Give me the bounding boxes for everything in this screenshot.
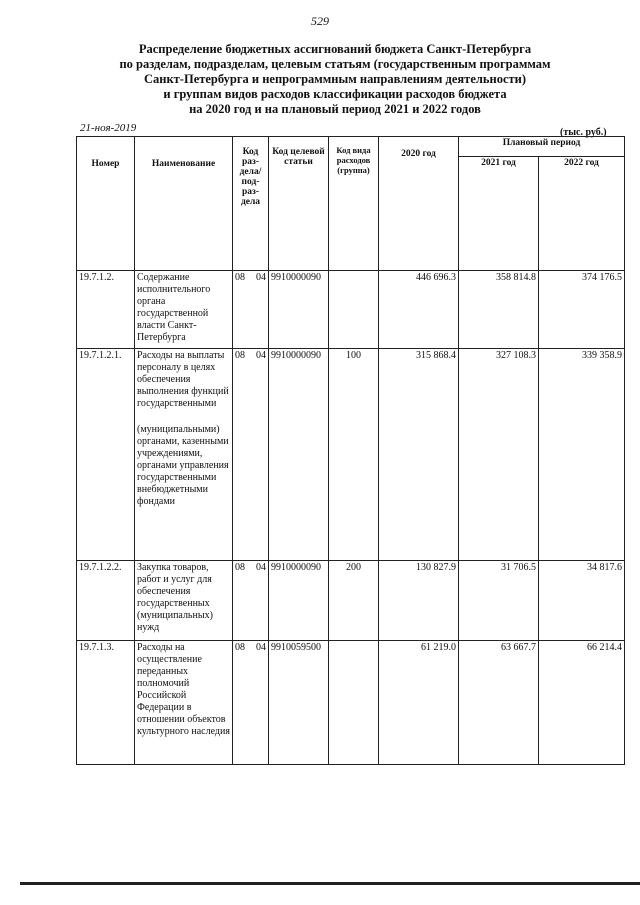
row-vid: [329, 271, 379, 349]
title-line: по разделам, подразделам, целевым статьям (государственным программам: [119, 57, 551, 71]
title-line: и группам видов расходов классификации расходов бюджета: [163, 87, 507, 101]
row-2022: 339 358.9: [539, 349, 625, 561]
row-target: 9910000090: [269, 561, 329, 641]
row-number: 19.7.1.2.1.: [77, 349, 135, 561]
row-2022: 66 214.4: [539, 641, 625, 765]
row-number: 19.7.1.3.: [77, 641, 135, 765]
header-2022: 2022 год: [539, 157, 625, 271]
row-vid: 200: [329, 561, 379, 641]
row-vid: [329, 641, 379, 765]
row-name: Расходы на выплаты персоналу в целях обеспечения выполнения функций государственными: [137, 350, 229, 409]
header-razdel: Код раз-дела/ под-раз-дела: [233, 137, 269, 271]
table-row: [77, 641, 625, 765]
row-target: 9910000090: [269, 271, 329, 349]
row-razdel: 08: [235, 562, 245, 573]
header-2020: 2020 год: [379, 137, 459, 271]
row-number: 19.7.1.2.: [77, 271, 135, 349]
row-name: Расходы на осуществление переданных полномочий Российской Федерации в отношении объектов культурного наследия: [135, 641, 233, 765]
header-2021: 2021 год: [459, 157, 539, 271]
units-label: (тыс. руб.): [560, 127, 607, 138]
header-name: Наименование: [135, 137, 233, 271]
row-razdel: 08: [235, 350, 245, 361]
header-number: Номер: [77, 137, 135, 271]
row-2021: 358 814.8: [459, 271, 539, 349]
row-target: 9910059500: [269, 641, 329, 765]
table-row: [77, 271, 625, 349]
row-2020: 315 868.4: [379, 349, 459, 561]
row-name: Содержание исполнительного органа государственной власти Санкт-Петербурга: [135, 271, 233, 349]
row-podrazdel: 04: [256, 642, 266, 653]
row-razdel: 08: [235, 272, 245, 283]
page-number: 529: [311, 14, 329, 28]
bottom-divider: [20, 882, 640, 885]
document-title: [90, 42, 580, 117]
budget-table: [76, 136, 625, 765]
header-target: Код целевой статьи: [269, 137, 329, 271]
header-vid: Код вида расходов (группа): [329, 137, 379, 271]
row-name: Закупка товаров, работ и услуг для обеспечения государственных (муниципальных) нужд: [135, 561, 233, 641]
row-podrazdel: 04: [256, 272, 266, 283]
row-razdel: 08: [235, 642, 245, 653]
row-2022: 34 817.6: [539, 561, 625, 641]
row-2022: 374 176.5: [539, 271, 625, 349]
row-2020: 61 219.0: [379, 641, 459, 765]
table-row: [77, 349, 625, 561]
row-podrazdel: 04: [256, 350, 266, 361]
row-2020: 446 696.3: [379, 271, 459, 349]
title-line: на 2020 год и на плановый период 2021 и 2022 годов: [189, 102, 481, 116]
row-podrazdel: 04: [256, 562, 266, 573]
row-2021: 63 667.7: [459, 641, 539, 765]
row-target: 9910000090: [269, 349, 329, 561]
row-name-continued: (муниципальными) органами, казенными учреждениями, органами управления государственными внебюджетными фондами: [137, 424, 229, 507]
document-date: 21-ноя-2019: [80, 122, 137, 134]
table-row: [77, 561, 625, 641]
row-number: 19.7.1.2.2.: [77, 561, 135, 641]
row-2021: 31 706.5: [459, 561, 539, 641]
row-2020: 130 827.9: [379, 561, 459, 641]
row-vid: 100: [329, 349, 379, 561]
header-planned: Плановый период: [459, 137, 625, 157]
title-line: Распределение бюджетных ассигнований бюджета Санкт-Петербурга: [138, 42, 532, 56]
row-2021: 327 108.3: [459, 349, 539, 561]
title-line: Санкт-Петербурга и непрограммным направлениям деятельности): [143, 72, 526, 86]
